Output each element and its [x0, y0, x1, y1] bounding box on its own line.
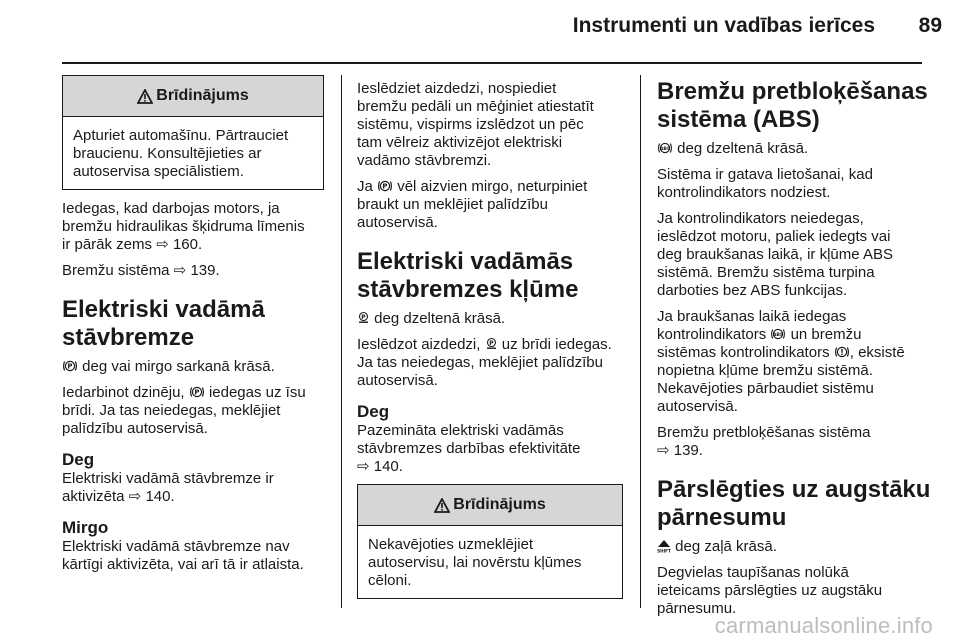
- watermark: carmanualsonline.info: [714, 613, 933, 638]
- text-line: uz brīdi iedegas.: [501, 336, 612, 353]
- page-header-title: Instrumenti un vadības ierīces: [572, 14, 875, 37]
- paragraph: [357, 336, 623, 390]
- paragraph: [62, 262, 324, 280]
- text-line: palīdzību autoservisā.: [62, 420, 208, 437]
- page-number: 89: [918, 14, 942, 37]
- text-line: Degvielas taupīšanas nolūkā: [657, 564, 849, 581]
- paragraph: [657, 538, 937, 556]
- paragraph: [357, 422, 623, 476]
- text-line: Bremžu pretbloķēšanas sistēma: [657, 424, 871, 441]
- svg-text:P: P: [194, 388, 200, 397]
- text-line: braukt un meklējiet palīdzību: [357, 196, 548, 213]
- text-line: Ja kontrolindikators neiedegas,: [657, 210, 864, 227]
- paragraph: [62, 538, 324, 574]
- svg-text:P: P: [382, 182, 388, 191]
- parking-brake-p-icon: [189, 385, 205, 399]
- brake-system-icon: [834, 345, 850, 359]
- warning-header: [358, 485, 622, 526]
- subheading: Deg: [357, 402, 390, 421]
- svg-text:P: P: [488, 340, 494, 347]
- text-line: cēloni.: [368, 572, 412, 589]
- paragraph: [657, 210, 937, 300]
- text-line: Elektriski vadāmā stāvbremze nav: [62, 538, 290, 555]
- heading-line: stāvbremzes kļūme: [357, 276, 579, 303]
- svg-text:ABS: ABS: [773, 332, 784, 338]
- text-line: ieslēdzot motoru, paliek iedegts vai: [657, 228, 891, 245]
- text-line: autoservisā.: [357, 214, 438, 231]
- text-line: tam vēlreiz aktivizējot elektriski: [357, 134, 563, 151]
- text-line: kontrolindikators: [657, 326, 767, 343]
- paragraph: [62, 200, 324, 254]
- brake-fault-icon: [357, 311, 370, 325]
- parking-brake-p-icon: [62, 359, 78, 373]
- text-line: Apturiet automašīnu. Pārtrauciet: [73, 127, 289, 144]
- text-line: vadāmo stāvbremzi.: [357, 152, 492, 169]
- text-line: sistēmas kontrolindikators: [657, 344, 830, 361]
- text-line: pārnesumu.: [657, 600, 737, 617]
- text-line: Nekavējoties uzmeklējiet: [368, 536, 534, 553]
- text-line: deg braukšanas laikā, ir kļūme ABS: [657, 246, 893, 263]
- heading-line: stāvbremze: [62, 324, 195, 351]
- text-line: bremžu hidraulikas šķidruma līmenis: [62, 218, 305, 235]
- paragraph: [357, 80, 623, 170]
- text-line: Ja braukšanas laikā iedegas: [657, 308, 847, 325]
- paragraph: [62, 470, 324, 506]
- parking-brake-p-icon: [377, 179, 393, 193]
- column-divider: [640, 75, 641, 608]
- svg-text:P: P: [361, 314, 366, 321]
- text-line: un bremžu: [790, 326, 862, 343]
- page-reference[interactable]: 160.: [172, 236, 203, 253]
- text-line: Ieslēdziet aizdedzi, nospiediet: [357, 80, 557, 97]
- text-line: Iedarbinot dzinēju,: [62, 384, 185, 401]
- page-ref-arrow-icon: ⇨: [357, 458, 370, 475]
- warning-header: [63, 76, 323, 117]
- text-line: Ja tas neiedegas, meklējiet palīdzību: [357, 354, 603, 371]
- column-divider: [341, 75, 342, 608]
- text-line: kārtīgi aktivizēta, vai arī tā ir atlaista.: [62, 556, 304, 573]
- svg-text:ABS: ABS: [659, 146, 671, 152]
- text-line: deg dzeltenā krāsā.: [374, 310, 506, 327]
- text-line: sistēmā. Bremžu sistēma turpina: [657, 264, 875, 281]
- page-reference[interactable]: 139.: [190, 262, 220, 279]
- page-reference[interactable]: 140.: [145, 488, 175, 505]
- warning-text: [63, 117, 323, 189]
- text-line: deg dzeltenā krāsā.: [677, 140, 809, 157]
- svg-text:P: P: [67, 362, 73, 371]
- column-2: [357, 80, 623, 599]
- heading-line: Bremžu pretbloķēšanas: [657, 78, 928, 105]
- heading-line: pārnesumu: [657, 504, 787, 531]
- text-line: Nekavējoties pārbaudiet sistēmu: [657, 380, 874, 397]
- text-line: sistēmu, vispirms izslēdzot un pēc: [357, 116, 584, 133]
- text-line: darboties bez ABS funkcijas.: [657, 282, 848, 299]
- paragraph: [657, 140, 937, 158]
- text-line: Sistēma ir gatava lietošanai, kad: [657, 166, 873, 183]
- paragraph: [657, 308, 937, 416]
- text-line: autoservisā.: [357, 372, 438, 389]
- text-line: Pazemināta elektriski vadāmās: [357, 422, 564, 439]
- text-line: autoservisa speciālistiem.: [73, 163, 244, 180]
- warning-text: [358, 526, 622, 598]
- page-reference[interactable]: 140.: [373, 458, 403, 475]
- warning-triangle-icon: [434, 498, 450, 513]
- text-line: iedegas uz īsu: [208, 384, 306, 401]
- brake-fault-icon: [485, 337, 498, 351]
- heading-line: Elektriski vadāmās: [357, 248, 574, 275]
- abs-icon: [657, 141, 673, 155]
- subheading: Mirgo: [62, 518, 109, 537]
- section-heading: [357, 248, 623, 304]
- text-line: Ja: [357, 178, 373, 195]
- warning-box: [62, 75, 324, 190]
- text-line: ieteicams pārslēgties uz augstāku: [657, 582, 883, 599]
- header-rule: [62, 62, 922, 64]
- text-line: autoservisu, lai novērstu kļūmes: [368, 554, 582, 571]
- text-line: Bremžu sistēma: [62, 262, 170, 279]
- text-line: kontrolindikators nodziest.: [657, 184, 831, 201]
- warning-box: [357, 484, 623, 599]
- text-line: ir pārāk zems: [62, 236, 153, 253]
- text-line: Iedegas, kad darbojas motors, ja: [62, 200, 280, 217]
- text-line: stāvbremzes darbības efektivitāte: [357, 440, 581, 457]
- heading-line: Pārslēgties uz augstāku: [657, 476, 931, 503]
- text-line: braucienu. Konsultējieties ar: [73, 145, 262, 162]
- paragraph: [357, 310, 623, 328]
- section-heading: [657, 78, 937, 134]
- warning-title: Brīdinājums: [156, 87, 249, 104]
- text-line: nopietna kļūme bremžu sistēmā.: [657, 362, 873, 379]
- page-ref-arrow-icon: ⇨: [128, 488, 142, 505]
- text-line: aktivizēta: [62, 488, 125, 505]
- warning-triangle-icon: [137, 89, 153, 104]
- column-1: [62, 75, 324, 582]
- page-ref-arrow-icon: ⇨: [173, 262, 187, 279]
- paragraph: [657, 564, 937, 618]
- subheading: Deg: [62, 450, 95, 469]
- page-ref-arrow-icon: ⇨: [156, 236, 169, 253]
- text-line: deg vai mirgo sarkanā krāsā.: [82, 358, 275, 375]
- text-line: autoservisā.: [657, 398, 738, 415]
- page-ref-arrow-icon: ⇨: [657, 442, 670, 459]
- paragraph: [357, 178, 623, 232]
- paragraph: [62, 384, 324, 438]
- paragraph: [657, 166, 937, 202]
- abs-icon: [770, 327, 786, 341]
- text-line: , eksistē: [849, 344, 905, 361]
- svg-text:SHIFT: SHIFT: [657, 548, 671, 553]
- heading-line: Elektriski vadāmā: [62, 296, 265, 323]
- section-heading: [62, 296, 324, 352]
- warning-title: Brīdinājums: [453, 496, 546, 513]
- text-line: bremžu pedāli un mēģiniet atiestatīt: [357, 98, 594, 115]
- text-line: Ieslēdzot aizdedzi,: [357, 336, 481, 353]
- paragraph: [62, 358, 324, 376]
- section-heading: [657, 476, 937, 532]
- paragraph: [657, 424, 937, 460]
- text-line: deg zaļā krāsā.: [675, 538, 777, 555]
- text-line: vēl aizvien mirgo, neturpiniet: [397, 178, 588, 195]
- heading-line: sistēma (ABS): [657, 106, 820, 133]
- text-line: Elektriski vadāmā stāvbremze ir: [62, 470, 274, 487]
- column-3: [657, 78, 937, 626]
- text-line: brīdi. Ja tas neiedegas, meklējiet: [62, 402, 281, 419]
- page-reference[interactable]: 139.: [673, 442, 703, 459]
- upshift-icon: [657, 539, 671, 553]
